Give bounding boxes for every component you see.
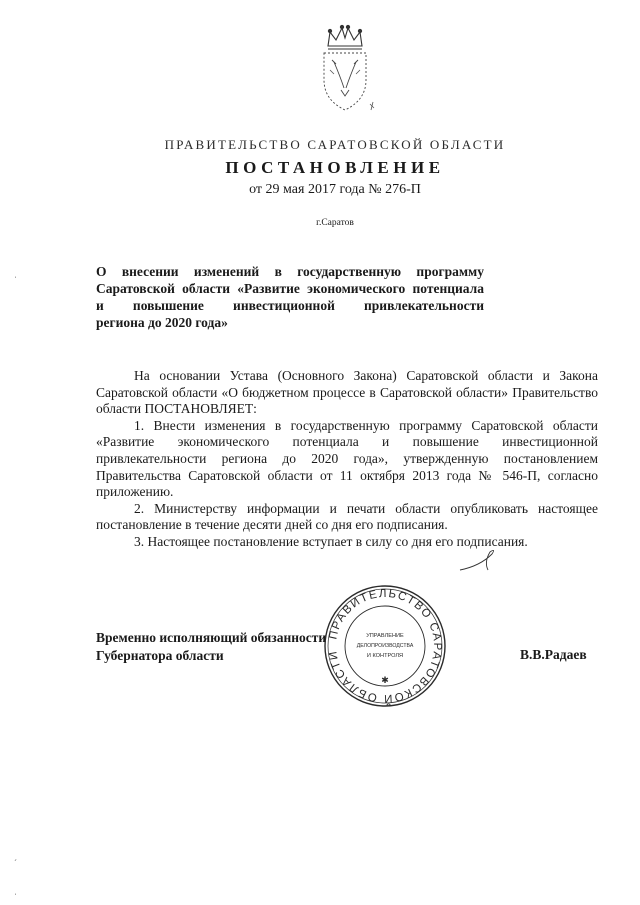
scan-mark-icon: ˌ — [14, 268, 17, 278]
signature-scribble-icon — [450, 540, 510, 580]
position-line: Губернатора области — [96, 648, 224, 663]
item-1-paragraph: 1. Внести изменения в государственную программу Саратовской области «Развитие экономического потенциала и повышение инвестиционной привлекательности региона до 2020 года», утвержденную постановлением Правительства Саратовской области от 11 октября 2013 года № 546-П, согласно приложению. — [96, 417, 598, 500]
subject-line: региона до 2020 года» — [96, 315, 228, 330]
subject-line: Саратовской области «Развитие экономического потенциала — [96, 281, 484, 296]
preamble-paragraph: На основании Устава (Основного Закона) Саратовской области и Закона Саратовской области «О бюджетном процессе в Саратовской области» Правительство области ПОСТАНОВЛЯЕТ: — [96, 368, 598, 417]
official-stamp — [323, 584, 447, 708]
position-line: Временно исполняющий обязанности — [96, 630, 327, 645]
document-body — [96, 368, 598, 551]
star-icon: ✱ — [381, 676, 389, 686]
document-type: ПОСТАНОВЛЕНИЕ — [225, 158, 445, 177]
government-title: ПРАВИТЕЛЬСТВО САРАТОВСКОЙ ОБЛАСТИ — [164, 137, 506, 152]
item-3-paragraph: 3. Настоящее постановление вступает в силу со дня его подписания. — [134, 533, 528, 549]
scan-mark-icon: ˌ — [14, 885, 17, 895]
document-city: г.Саратов — [316, 218, 354, 228]
stamp-inner-line: УПРАВЛЕНИЕ — [366, 633, 404, 639]
coat-of-arms-emblem — [300, 18, 390, 118]
signatory-name: В.В.Радаев — [520, 647, 587, 662]
document-date-number: от 29 мая 2017 года № 276-П — [249, 182, 421, 197]
stamp-outer-text: ПРАВИТЕЛЬСТВО САРАТОВСКОЙ ОБЛАСТИ — [327, 587, 444, 705]
document-subject — [96, 263, 484, 331]
scan-mark-icon: ˊ — [14, 858, 17, 868]
stamp-inner-line: И КОНТРОЛЯ — [366, 653, 404, 659]
stamp-inner-line: ДЕЛОПРОИЗВОДСТВА — [356, 643, 414, 649]
subject-line: и повышение инвестиционной привлекательности — [96, 298, 484, 313]
subject-line: О внесении изменений в государственную программу — [96, 264, 484, 279]
item-2-paragraph: 2. Министерству информации и печати области опубликовать настоящее постановление в течение десяти дней со дня его подписания. — [96, 500, 598, 533]
signatory-position — [96, 629, 326, 665]
